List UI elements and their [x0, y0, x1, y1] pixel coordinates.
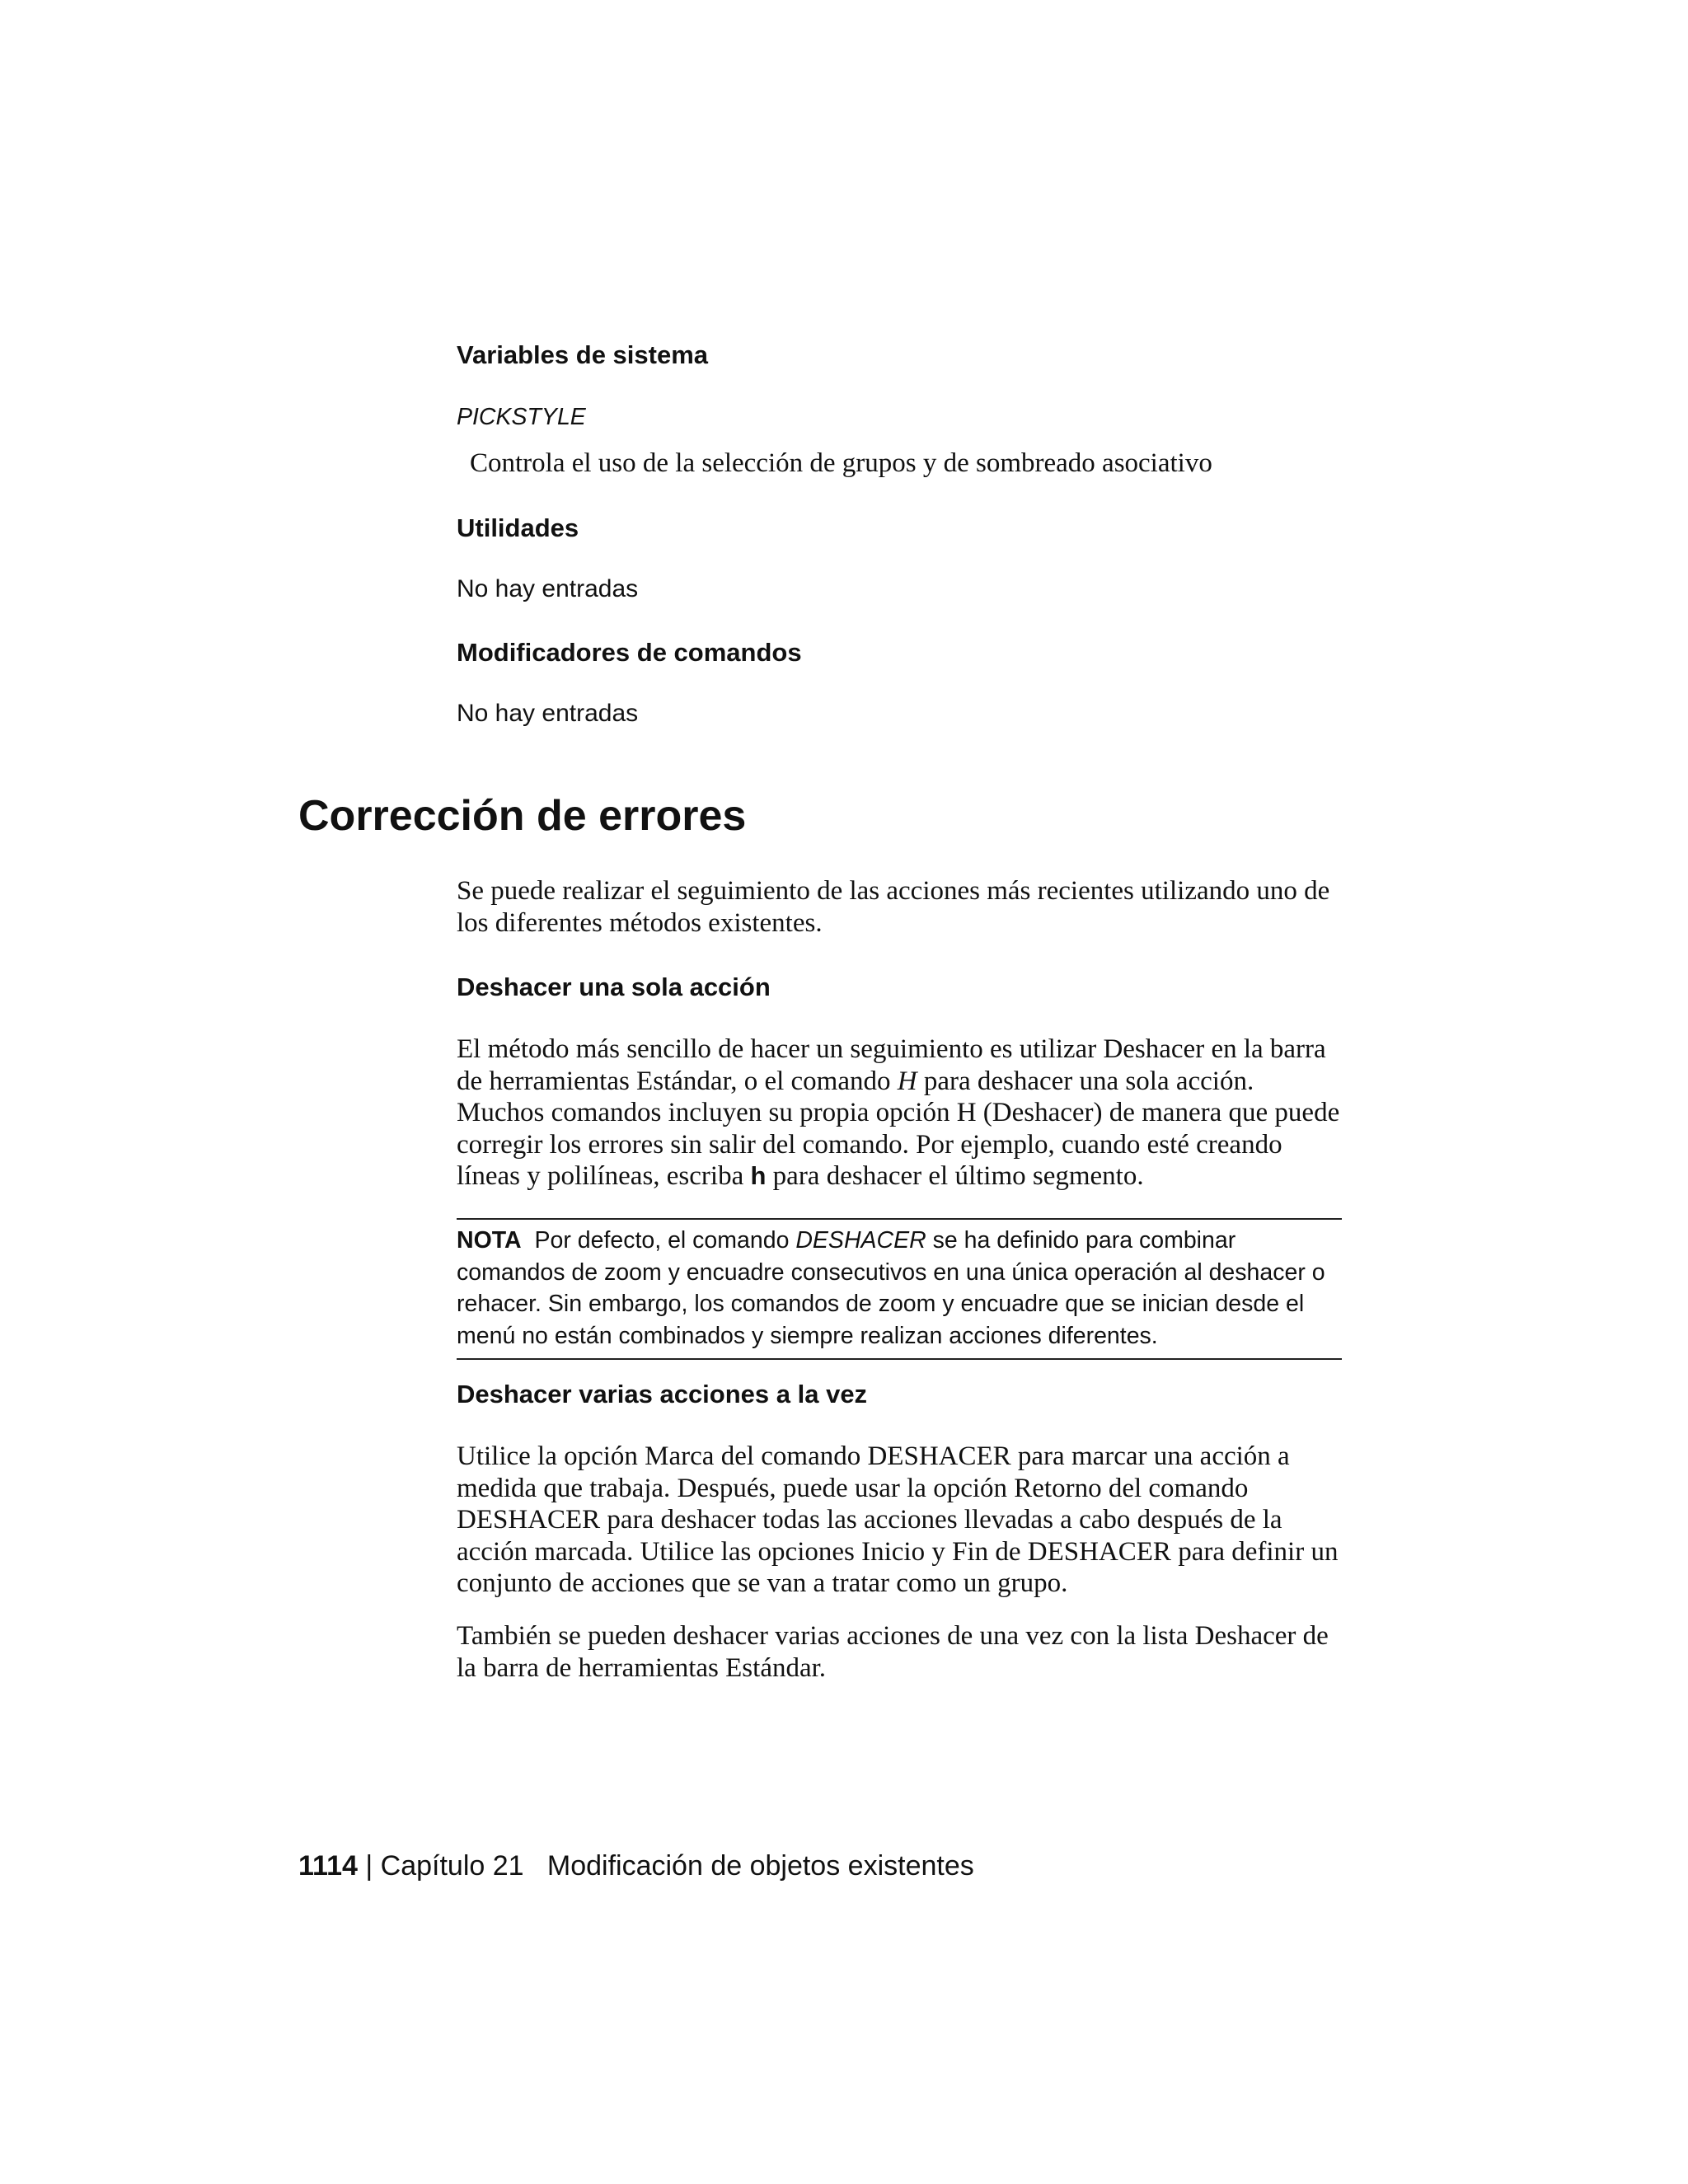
utilities-section: [457, 513, 1342, 544]
undo-multiple-heading-row: [457, 1379, 1342, 1410]
undo-single-key-h: h: [750, 1161, 767, 1190]
undo-multiple-body-2: [457, 1620, 1342, 1684]
variable-description: Controla el uso de la selección de grupos y de sombreado asociativo: [470, 448, 1212, 478]
undo-single-text-1: El método más sencillo de hacer un seguimiento es utilizar Deshacer en la barra de herramientas Estándar, o el comando: [457, 1034, 1326, 1096]
section-heading-undo-multiple: Deshacer varias acciones a la vez: [457, 1380, 868, 1408]
utilities-text-row: [457, 574, 1342, 605]
undo-single-body: [457, 1033, 1342, 1193]
page-footer: [298, 1848, 974, 1884]
undo-multiple-paragraph-1: Utilice la opción Marca del comando DESHACER para marcar una acción a medida que trabaja. Después, puede usar la opción Retorno del comando DESHACER para deshacer todas las acciones llevadas a cabo después de la acción marcada. Utilice las opciones Inicio y Fin de DESHACER para definir un conjunto de acciones que se van a tratar como un grupo.: [457, 1441, 1339, 1598]
variable-name-row: [457, 401, 1342, 433]
note-command: DESHACER: [795, 1227, 926, 1254]
footer-chapter: Capítulo 21: [380, 1850, 524, 1882]
page-number: 1114: [298, 1850, 358, 1882]
command-modifiers-text: No hay entradas: [457, 700, 639, 727]
page-title: Corrección de errores: [298, 792, 747, 840]
section-heading-utilities: Utilidades: [457, 513, 579, 542]
note-label: NOTA: [457, 1227, 522, 1254]
undo-multiple-body: [457, 1441, 1342, 1600]
note-text-1: Por defecto, el comando: [534, 1227, 796, 1254]
note-text-2: se ha definido para combinar comandos de zoom y encuadre consecutivos en una única operación al deshacer o rehacer. Sin embargo, los comandos de zoom y encuadre que se inician desde el menú no están combinados y siempre realizan acciones diferentes.: [457, 1227, 1325, 1349]
variable-description-row: [470, 448, 1355, 480]
section-heading-system-variables: Variables de sistema: [457, 340, 709, 369]
footer-chapter-title: Modificación de objetos existentes: [546, 1850, 974, 1882]
section-heading-undo-single: Deshacer una sola acción: [457, 972, 771, 1001]
intro-paragraph: Se puede realizar el seguimiento de las acciones más recientes utilizando uno de los diferentes métodos existentes.: [457, 876, 1330, 938]
undo-single-text-3: para deshacer el último segmento.: [766, 1161, 1144, 1191]
footer-separator: |: [365, 1850, 373, 1882]
undo-multiple-paragraph-2: También se pueden deshacer varias acciones de una vez con la lista Deshacer de la barra de herramientas Estándar.: [457, 1621, 1329, 1683]
command-modifiers-text-row: [457, 698, 1342, 729]
intro-block: [457, 875, 1342, 939]
utilities-text: No hay entradas: [457, 575, 639, 602]
undo-single-paragraph: [457, 1033, 1342, 1193]
undo-single-heading-row: [457, 972, 1342, 1003]
variable-name: PICKSTYLE: [457, 404, 586, 430]
undo-single-text-2: para deshacer una sola acción. Muchos comandos incluyen su propia opción H (Deshacer) de manera que puede corregir los errores sin salir del comando. Por ejemplo, cuando esté creando líneas y polilíneas, escriba: [457, 1066, 1340, 1191]
system-variables-section: [457, 340, 1342, 371]
command-modifiers-section: [457, 637, 1342, 668]
undo-single-command-h: H: [897, 1066, 917, 1096]
section-heading-command-modifiers: Modificadores de comandos: [457, 638, 802, 667]
note-box: [457, 1218, 1342, 1360]
